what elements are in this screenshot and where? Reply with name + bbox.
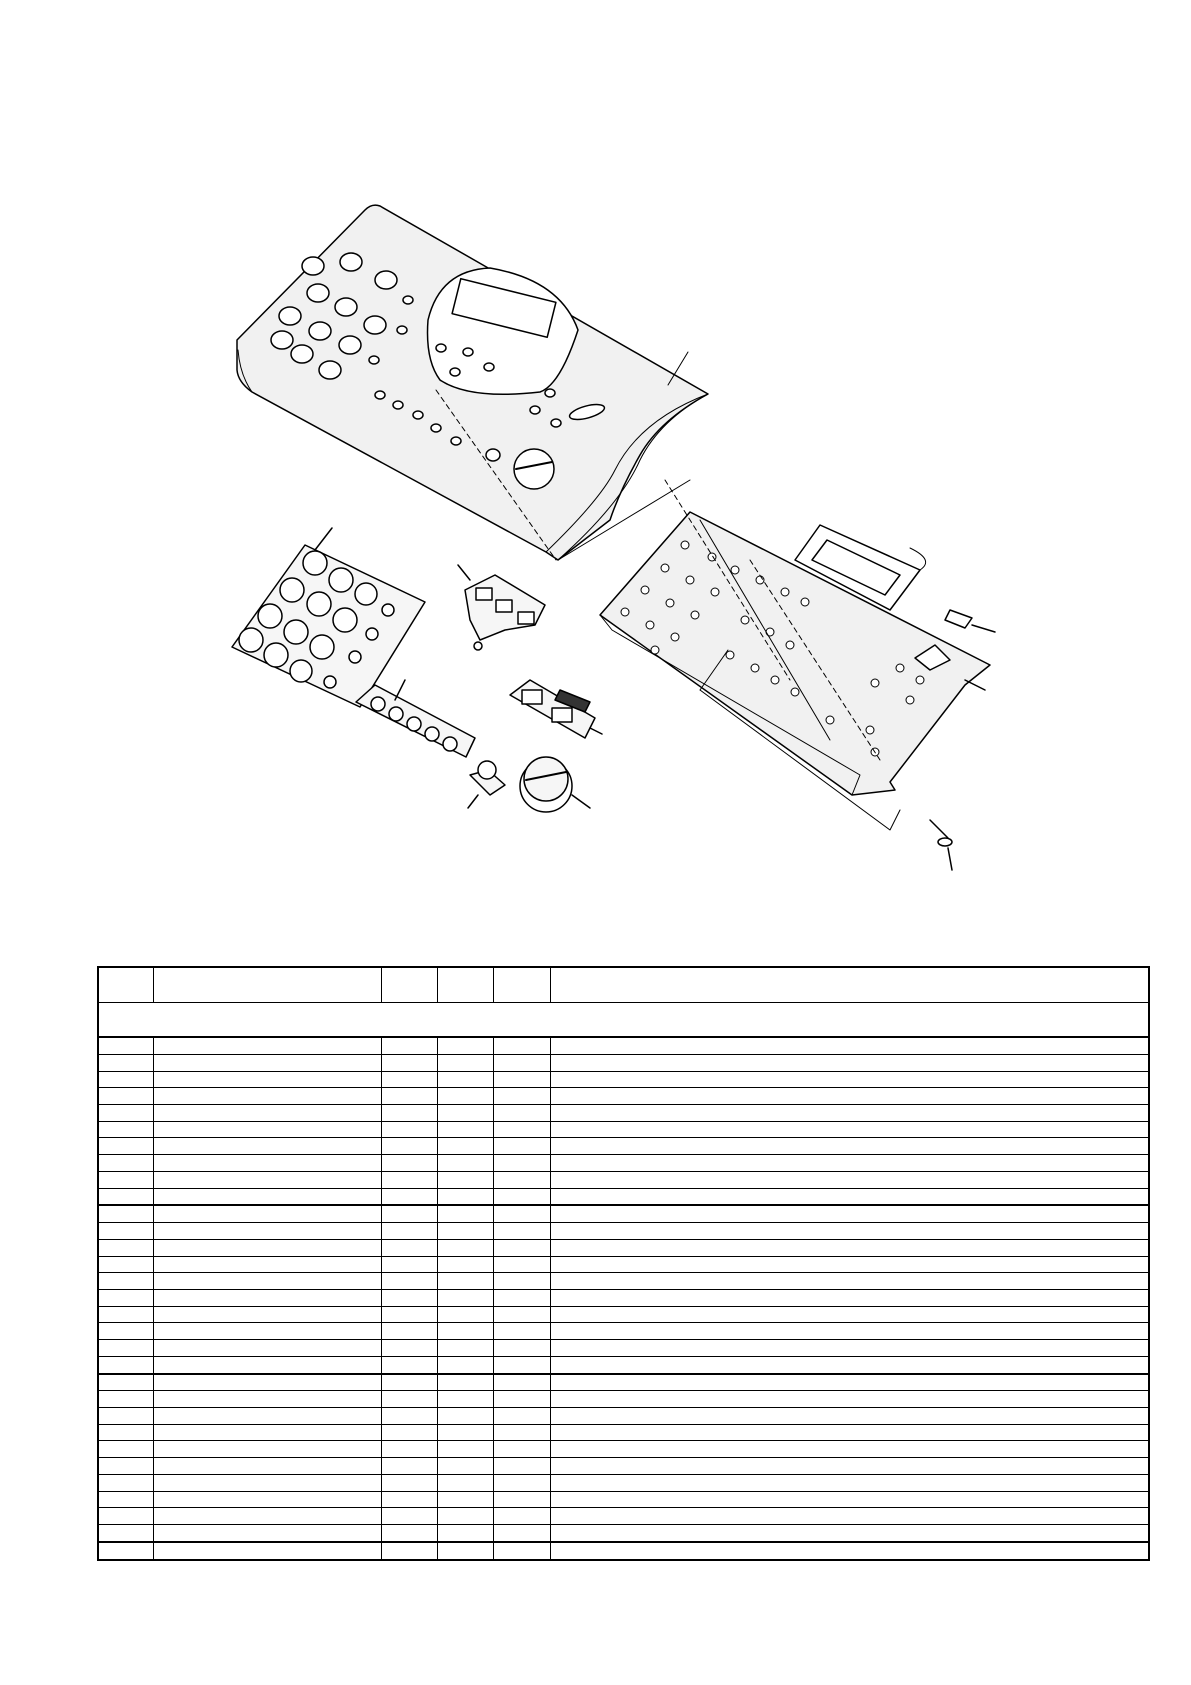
table-cell [437,1374,493,1391]
table-cell [98,1171,153,1188]
table-cell [437,1088,493,1105]
table-row [98,1542,1149,1560]
table-cell [493,1223,550,1240]
table-cell [437,1340,493,1357]
table-cell [493,1542,550,1560]
operation-pcb-with-lcd [600,480,995,830]
table-header [98,967,1149,1002]
table-cell [437,1121,493,1138]
screw [930,820,952,870]
table-cell [437,1171,493,1188]
table-cell [550,1273,1149,1290]
table-cell [381,1171,437,1188]
table-cell [437,1205,493,1222]
table-cell [437,1491,493,1508]
table-cell [98,1273,153,1290]
table-row [98,1491,1149,1508]
table-cell [98,1391,153,1408]
table-cell [550,1356,1149,1373]
parts-list-table [97,966,1150,1561]
table-cell [437,1424,493,1441]
table-cell [381,1508,437,1525]
table-cell [153,1188,381,1205]
table-cell [98,1323,153,1340]
table-cell [493,1408,550,1425]
table-cell [550,1525,1149,1542]
table-row [98,1273,1149,1290]
table-row [98,1188,1149,1205]
table-cell [98,1037,153,1054]
table-cell [98,1356,153,1373]
table-row [98,1205,1149,1222]
table-cell [437,1104,493,1121]
table-cell [381,1441,437,1458]
table-cell [153,1306,381,1323]
table-cell [98,1458,153,1475]
table-cell [550,1054,1149,1071]
table-cell [550,1171,1149,1188]
table-cell [550,1306,1149,1323]
table-cell [437,1256,493,1273]
table-cell [153,1138,381,1155]
table-cell [153,1121,381,1138]
col-header [98,967,153,1002]
table-row [98,1391,1149,1408]
table-row [98,1121,1149,1138]
table-row [98,1054,1149,1071]
table-cell [550,1155,1149,1172]
table-cell [381,1408,437,1425]
table-cell [153,1323,381,1340]
table-row [98,1408,1149,1425]
table-cell [437,1155,493,1172]
table-cell [153,1256,381,1273]
table-cell [437,1458,493,1475]
table-cell [550,1441,1149,1458]
numeric-key-pad [232,528,425,707]
col-header [437,967,493,1002]
table-cell [98,1121,153,1138]
table-cell [381,1054,437,1071]
dial-knob [520,757,590,812]
table-row [98,1138,1149,1155]
table-cell [437,1408,493,1425]
table-cell [550,1542,1149,1560]
table-cell [153,1088,381,1105]
table-cell [437,1356,493,1373]
table-row [98,1256,1149,1273]
key-pad-small [458,565,545,650]
table-row [98,1458,1149,1475]
table-cell [153,1374,381,1391]
table-cell [493,1391,550,1408]
col-header [381,967,437,1002]
table-cell [493,1491,550,1508]
table-cell [550,1071,1149,1088]
table-cell [381,1104,437,1121]
table-row [98,1508,1149,1525]
table-cell [153,1104,381,1121]
table-cell [98,1088,153,1105]
table-cell [550,1374,1149,1391]
table-row [98,1424,1149,1441]
table-cell [493,1424,550,1441]
table-cell [550,1340,1149,1357]
table-cell [153,1491,381,1508]
table-cell [493,1256,550,1273]
table-cell [493,1054,550,1071]
table-cell [493,1508,550,1525]
key-pad-pair [510,680,602,738]
table-cell [381,1474,437,1491]
table-cell [98,1424,153,1441]
table-cell [381,1424,437,1441]
table-cell [153,1356,381,1373]
table-row [98,1340,1149,1357]
table-cell [381,1525,437,1542]
table-cell [98,1239,153,1256]
table-cell [550,1256,1149,1273]
table-cell [493,1205,550,1222]
table-cell [153,1037,381,1054]
table-cell [493,1155,550,1172]
table-cell [493,1121,550,1138]
table-cell [493,1289,550,1306]
table-cell [437,1474,493,1491]
table-cell [153,1205,381,1222]
table-cell [153,1424,381,1441]
table-cell [437,1441,493,1458]
table-cell [493,1525,550,1542]
table-cell [550,1391,1149,1408]
table-cell [550,1223,1149,1240]
table-cell [98,1155,153,1172]
table-cell [381,1188,437,1205]
table-cell [381,1458,437,1475]
table-cell [153,1054,381,1071]
table-cell [550,1239,1149,1256]
table-row [98,1374,1149,1391]
table-row [98,1306,1149,1323]
table-cell [550,1289,1149,1306]
table-cell [381,1340,437,1357]
table-cell [381,1356,437,1373]
table-row [98,1104,1149,1121]
col-header [550,967,1149,1002]
table-cell [550,1138,1149,1155]
table-cell [98,1508,153,1525]
table-cell [98,1340,153,1357]
table-cell [437,1273,493,1290]
table-cell [493,1239,550,1256]
table-cell [98,1441,153,1458]
table-cell [437,1542,493,1560]
table-cell [98,1474,153,1491]
table-cell [437,1223,493,1240]
table-cell [153,1391,381,1408]
table-cell [98,1542,153,1560]
table-cell [98,1374,153,1391]
table-cell [493,1374,550,1391]
table-row [98,1474,1149,1491]
table-cell [153,1223,381,1240]
table-row [98,1171,1149,1188]
table-cell [493,1138,550,1155]
table-cell [381,1037,437,1054]
single-key [468,761,505,808]
table-cell [153,1071,381,1088]
table-cell [98,1256,153,1273]
table-cell [437,1239,493,1256]
table-cell [98,1289,153,1306]
table-cell [493,1458,550,1475]
table-cell [437,1525,493,1542]
table-cell [493,1037,550,1054]
table-row [98,1356,1149,1373]
table-cell [98,1071,153,1088]
table-cell [98,1525,153,1542]
table-cell [381,1121,437,1138]
table-cell [153,1525,381,1542]
col-header [153,967,381,1002]
key-pad-row [356,680,475,757]
table-row [98,1289,1149,1306]
table-cell [98,1306,153,1323]
table-row [98,1441,1149,1458]
table-cell [381,1256,437,1273]
table-cell [550,1088,1149,1105]
table-cell [381,1155,437,1172]
table-cell [493,1088,550,1105]
table-cell [437,1391,493,1408]
table-cell [550,1408,1149,1425]
table-cell [381,1374,437,1391]
table-row [98,1155,1149,1172]
table-cell [493,1441,550,1458]
table-cell [153,1408,381,1425]
table-cell [153,1273,381,1290]
table-cell [153,1458,381,1475]
table-cell [98,1223,153,1240]
table-cell [437,1323,493,1340]
table-cell [381,1491,437,1508]
table-cell [381,1138,437,1155]
table-cell [550,1474,1149,1491]
table-cell [493,1474,550,1491]
table-cell [381,1239,437,1256]
table-row [98,1088,1149,1105]
table-cell [550,1458,1149,1475]
table-cell [493,1340,550,1357]
table-cell [381,1205,437,1222]
table-cell [550,1508,1149,1525]
table-cell [493,1306,550,1323]
table-cell [381,1071,437,1088]
table-cell [381,1306,437,1323]
table-cell [437,1037,493,1054]
table-cell [153,1542,381,1560]
table-cell [153,1171,381,1188]
table-row [98,1223,1149,1240]
table-cell [493,1273,550,1290]
table-cell [493,1171,550,1188]
table-cell [550,1188,1149,1205]
table-cell [437,1188,493,1205]
table-cell [98,1054,153,1071]
table-cell [153,1239,381,1256]
section-title-row [98,1002,1149,1037]
table-cell [493,1071,550,1088]
table-cell [550,1037,1149,1054]
table-cell [153,1289,381,1306]
table-cell [381,1542,437,1560]
table-cell [153,1474,381,1491]
section-title [98,1002,1149,1037]
table-cell [381,1223,437,1240]
table-cell [437,1289,493,1306]
table-cell [381,1289,437,1306]
table-row [98,1323,1149,1340]
table-cell [437,1306,493,1323]
table-cell [381,1088,437,1105]
table-cell [550,1424,1149,1441]
table-cell [98,1491,153,1508]
table-cell [493,1323,550,1340]
col-header [493,967,550,1002]
table-row [98,1071,1149,1088]
table-cell [153,1508,381,1525]
table-cell [153,1155,381,1172]
table-cell [550,1121,1149,1138]
table-cell [493,1104,550,1121]
table-row [98,1239,1149,1256]
table-cell [381,1391,437,1408]
table-cell [98,1205,153,1222]
table-cell [437,1138,493,1155]
table-cell [550,1323,1149,1340]
table-cell [437,1054,493,1071]
table-row [98,1037,1149,1054]
table-cell [550,1491,1149,1508]
table-cell [550,1104,1149,1121]
table-cell [153,1340,381,1357]
table-cell [493,1188,550,1205]
table-cell [98,1138,153,1155]
table-cell [437,1071,493,1088]
table-row [98,1525,1149,1542]
front-cabinet [237,205,708,560]
table-cell [98,1104,153,1121]
table-cell [98,1408,153,1425]
table-cell [493,1356,550,1373]
table-cell [98,1188,153,1205]
table-cell [437,1508,493,1525]
table-cell [381,1273,437,1290]
table-cell [153,1441,381,1458]
table-cell [550,1205,1149,1222]
table-cell [381,1323,437,1340]
